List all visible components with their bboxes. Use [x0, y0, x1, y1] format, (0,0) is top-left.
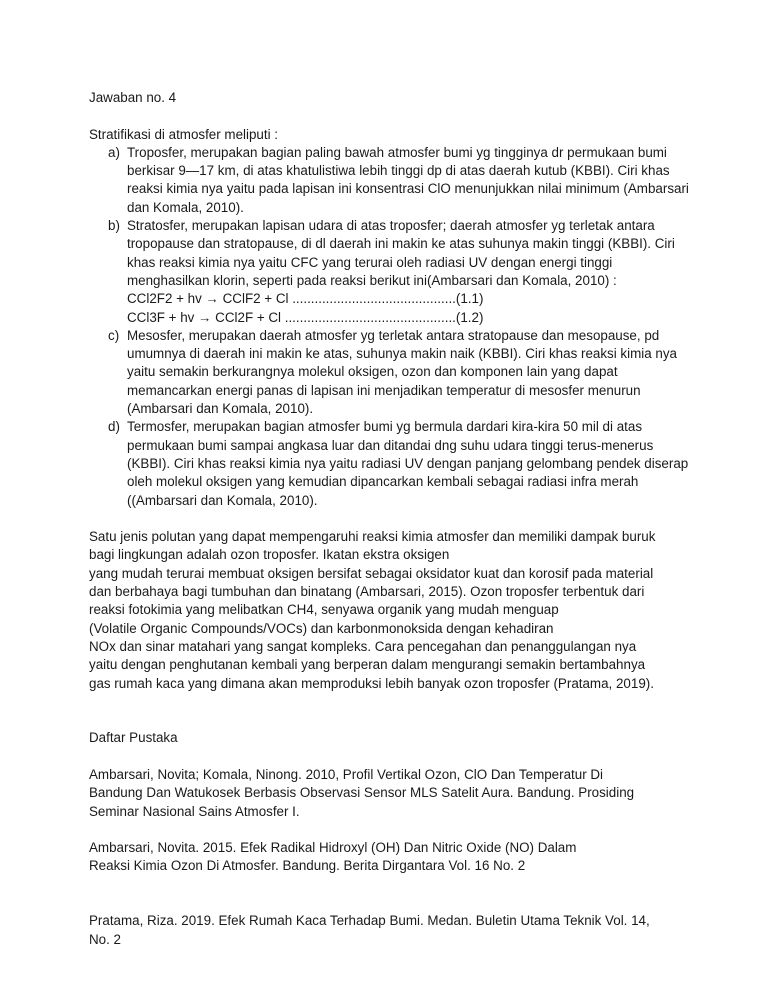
references-heading: Daftar Pustaka — [89, 730, 178, 746]
paragraph-line: gas rumah kaca yang dimana akan memproduksi lebih banyak ozon troposfer (Pratama, 2019). — [89, 675, 654, 691]
list-item-mesosfer — [89, 327, 689, 418]
spacer — [89, 876, 689, 894]
equation-1-2: CCl3F + hv → CCl2F + Cl ..............................................(1.2) — [127, 309, 484, 325]
spacer — [89, 821, 689, 839]
list-item-text: Termosfer, merupakan bagian atmosfer bumi yg bermula dardari kira-kira 50 mil di atas permukaan bumi sampai angkasa luar dan ditandai dng suhu udara tinggi terus-menerus (KBBI). Ciri khas reaksi kimia nya yaitu radiasi UV dengan panjang gelombang pendek diserap oleh molekul oksigen yang kemudian dipancarkan kembali sebagai radiasi infra merah ((Ambarsari dan Komala, 2010). — [127, 419, 689, 508]
reference-entry — [89, 766, 689, 821]
reference-entry — [89, 839, 689, 876]
reference-line: Ambarsari, Novita; Komala, Ninong. 2010, Profil Vertikal Ozon, ClO Dan Temperatur Di — [89, 766, 604, 782]
equation-1-1: CCl2F2 + hv → CClF2 + Cl ............................................(1.1) — [127, 291, 484, 307]
reference-line: Reaksi Kimia Ozon Di Atmosfer. Bandung. Berita Dirgantara Vol. 16 No. 2 — [89, 858, 526, 874]
list-item-text: Troposfer, merupakan bagian paling bawah atmosfer bumi yg tingginya dr permukaan bumi berkisar 9—17 km, di atas khatulistiwa lebih tinggi dp di atas daerah kutub (KBBI). Ciri khas reaksi kimia nya yaitu pada lapisan ini konsentrasi ClO menunjukkan nilai minimum (Ambarsari dan Komala, 2010). — [127, 144, 689, 215]
intro-text: Stratifikasi di atmosfer meliputi : — [89, 126, 279, 142]
list-marker: a) — [108, 144, 120, 160]
ozone-paragraph — [89, 528, 689, 693]
list-marker: c) — [108, 327, 120, 343]
list-item-stratosfer — [89, 217, 689, 327]
spacer — [89, 510, 689, 528]
paragraph-line: (Volatile Organic Compounds/VOCs) dan karbonmonoksida dengan kehadiran — [89, 620, 554, 636]
reference-line: Ambarsari, Novita. 2015. Efek Radikal Hidroxyl (OH) Dan Nitric Oxide (NO) Dalam — [89, 840, 577, 856]
list-item-text: Stratosfer, merupakan lapisan udara di atas troposfer; daerah atmosfer yg terletak antara tropopause dan stratopause, di dl daerah ini makin ke atas suhunya makin tinggi (KBBI). Ciri khas reaksi kimia nya yaitu CFC yang terurai oleh radiasi UV dengan energi tinggi menghasilkan klorin, seperti pada reaksi berikut ini(Ambarsari dan Komala, 2010) : — [127, 218, 675, 288]
spacer — [89, 894, 689, 912]
paragraph-line: yaitu dengan penghutanan kembali yang berperan dalam mengurangi semakin bertambahnya — [89, 657, 646, 673]
reference-line: Pratama, Riza. 2019. Efek Rumah Kaca Terhadap Bumi. Medan. Buletin Utama Teknik Vol. 14, — [89, 913, 650, 929]
paragraph-line: reaksi fotokimia yang melibatkan CH4, senyawa organik yang mudah menguap — [89, 602, 559, 618]
list-item-termosfer — [89, 418, 689, 509]
list-marker: d) — [108, 419, 120, 435]
paragraph-line: Satu jenis polutan yang dapat mempengaruhi reaksi kimia atmosfer dan memiliki dampak buruk — [89, 529, 656, 545]
list-marker: b) — [108, 218, 120, 234]
stratification-list — [89, 144, 689, 510]
spacer — [89, 711, 689, 729]
paragraph-line: yang mudah terurai membuat oksigen bersifat sebagai oksidator kuat dan korosif pada material — [89, 565, 654, 581]
answer-heading: Jawaban no. 4 — [89, 90, 177, 105]
paragraph-line: NOx dan sinar matahari yang sangat kompleks. Cara pencegahan dan penanggulangan nya — [89, 638, 637, 654]
list-item-text: Mesosfer, merupakan daerah atmosfer yg terletak antara stratopause dan mesopause, pd umumnya di daerah ini makin ke atas, suhunya makin naik (KBBI). Ciri khas reaksi kimia nya yaitu semakin berkurangnya molekul oksigen, ozon dan komponen lain yang dapat memancarkan energi panas di lapisan ini menjadikan temperatur di mesosfer menurun (Ambarsari dan Komala, 2010). — [127, 327, 677, 417]
list-item-troposfer — [89, 144, 689, 217]
reference-line: Bandung Dan Watukosek Berbasis Observasi Sensor MLS Satelit Aura. Bandung. Prosiding — [89, 785, 635, 801]
reference-line: No. 2 — [89, 931, 122, 947]
paragraph-line: dan berbahaya bagi tumbuhan dan binatang (Ambarsari, 2015). Ozon troposfer terbentuk dari — [89, 584, 645, 600]
spacer — [89, 107, 689, 125]
reference-line: Seminar Nasional Sains Atmosfer I. — [89, 803, 300, 819]
document-body — [89, 89, 689, 949]
reference-entry — [89, 912, 689, 949]
paragraph-line: bagi lingkungan adalah ozon troposfer. Ikatan ekstra oksigen — [89, 547, 450, 563]
spacer — [89, 693, 689, 711]
spacer — [89, 748, 689, 766]
